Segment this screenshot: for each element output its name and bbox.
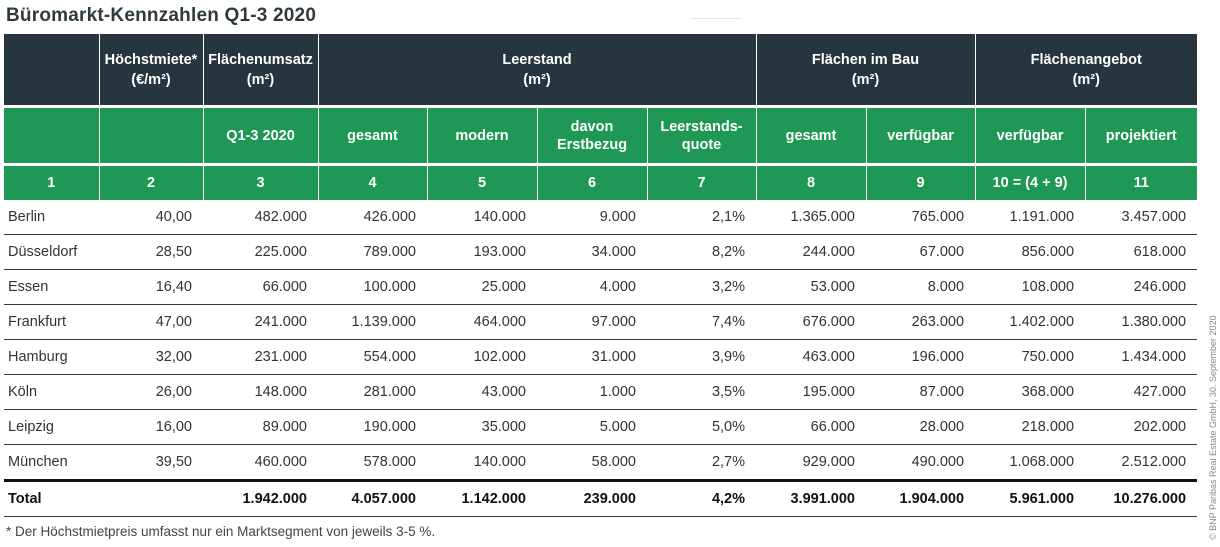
value-cell: 1.365.000 [756, 200, 866, 235]
value-cell: 58.000 [537, 445, 647, 481]
table-row [4, 270, 1197, 305]
value-cell: 202.000 [1085, 410, 1197, 445]
city-cell: Leipzig [4, 410, 99, 445]
value-cell: 578.000 [318, 445, 427, 481]
value-cell: 32,00 [99, 340, 203, 375]
office-market-table [4, 34, 1197, 517]
header-flaechen-im-bau [756, 34, 975, 107]
value-cell: 482.000 [203, 200, 318, 235]
value-cell: 140.000 [427, 445, 537, 481]
header-row [4, 34, 1197, 107]
value-cell: 231.000 [203, 340, 318, 375]
column-number-row [4, 165, 1197, 201]
value-cell [99, 481, 203, 517]
subheader-line: davon [570, 118, 614, 135]
value-cell: 426.000 [318, 200, 427, 235]
subheader-cell: projektiert [1085, 107, 1197, 165]
header-label: Höchstmiete* [104, 51, 198, 68]
value-cell: 929.000 [756, 445, 866, 481]
header-unit: (m²) [246, 71, 275, 88]
value-cell: 464.000 [427, 305, 537, 340]
value-cell: 750.000 [975, 340, 1085, 375]
value-cell: 3,5% [647, 375, 756, 410]
value-cell: 244.000 [756, 235, 866, 270]
header-unit: (m²) [851, 71, 880, 88]
city-cell: Berlin [4, 200, 99, 235]
table-row [4, 200, 1197, 235]
city-cell: München [4, 445, 99, 481]
table-row [4, 445, 1197, 481]
total-row [4, 481, 1197, 517]
value-cell: 554.000 [318, 340, 427, 375]
value-cell: 4.000 [537, 270, 647, 305]
column-number: 2 [99, 165, 203, 201]
subheader-cell: Q1-3 2020 [203, 107, 318, 165]
page-title: Büromarkt-Kennzahlen Q1-3 2020 [6, 5, 317, 26]
value-cell: 1.142.000 [427, 481, 537, 517]
divider [690, 18, 742, 19]
subheader-row [4, 107, 1197, 165]
value-cell: 8,2% [647, 235, 756, 270]
header-unit: (€/m²) [131, 71, 171, 88]
value-cell: 190.000 [318, 410, 427, 445]
subheader-cell [99, 107, 203, 165]
value-cell: 67.000 [866, 235, 975, 270]
value-cell: 34.000 [537, 235, 647, 270]
value-cell: 241.000 [203, 305, 318, 340]
column-number: 9 [866, 165, 975, 201]
value-cell: 2,1% [647, 200, 756, 235]
value-cell: 1.139.000 [318, 305, 427, 340]
header-flaechenumsatz [203, 34, 318, 107]
value-cell: 16,00 [99, 410, 203, 445]
value-cell: 28,50 [99, 235, 203, 270]
value-cell: 47,00 [99, 305, 203, 340]
value-cell: 789.000 [318, 235, 427, 270]
value-cell: 1.380.000 [1085, 305, 1197, 340]
value-cell: 2,7% [647, 445, 756, 481]
value-cell: 460.000 [203, 445, 318, 481]
subheader-cell [4, 107, 99, 165]
value-cell: 1.191.000 [975, 200, 1085, 235]
value-cell: 66.000 [203, 270, 318, 305]
footnote: * Der Höchstmietpreis umfasst nur ein Marktsegment von jeweils 3-5 %. [6, 524, 436, 539]
value-cell: 676.000 [756, 305, 866, 340]
value-cell: 43.000 [427, 375, 537, 410]
subheader-cell [537, 107, 647, 165]
value-cell: 7,4% [647, 305, 756, 340]
value-cell: 28.000 [866, 410, 975, 445]
subheader-cell: verfügbar [975, 107, 1085, 165]
value-cell: 97.000 [537, 305, 647, 340]
value-cell: 193.000 [427, 235, 537, 270]
value-cell: 1.402.000 [975, 305, 1085, 340]
subheader-line: Erstbezug [556, 136, 628, 153]
value-cell: 39,50 [99, 445, 203, 481]
value-cell: 765.000 [866, 200, 975, 235]
header-unit: (m²) [523, 71, 551, 88]
table-row [4, 410, 1197, 445]
value-cell: 3.457.000 [1085, 200, 1197, 235]
value-cell: 856.000 [975, 235, 1085, 270]
value-cell: 5.961.000 [975, 481, 1085, 517]
value-cell: 40,00 [99, 200, 203, 235]
value-cell: 5.000 [537, 410, 647, 445]
value-cell: 25.000 [427, 270, 537, 305]
column-number: 7 [647, 165, 756, 201]
header-label: Flächenumsatz [208, 51, 313, 68]
header-hoechstmiete [99, 34, 203, 107]
header-label: Flächenangebot [1030, 51, 1142, 68]
value-cell: 1.068.000 [975, 445, 1085, 481]
subheader-cell: modern [427, 107, 537, 165]
value-cell: 35.000 [427, 410, 537, 445]
table-row [4, 375, 1197, 410]
value-cell: 1.942.000 [203, 481, 318, 517]
value-cell: 281.000 [318, 375, 427, 410]
value-cell: 618.000 [1085, 235, 1197, 270]
header-unit: (m²) [1072, 71, 1100, 88]
value-cell: 31.000 [537, 340, 647, 375]
value-cell: 108.000 [975, 270, 1085, 305]
subheader-cell: verfügbar [866, 107, 975, 165]
column-number: 5 [427, 165, 537, 201]
value-cell: 148.000 [203, 375, 318, 410]
city-cell: Hamburg [4, 340, 99, 375]
subheader-line: quote [681, 136, 722, 153]
table-row [4, 235, 1197, 270]
column-number: 4 [318, 165, 427, 201]
value-cell: 427.000 [1085, 375, 1197, 410]
value-cell: 490.000 [866, 445, 975, 481]
table-row [4, 305, 1197, 340]
copyright-note: © BNP Paribas Real Estate GmbH, 30. September 2020 [1208, 315, 1218, 540]
column-number: 8 [756, 165, 866, 201]
value-cell: 2.512.000 [1085, 445, 1197, 481]
value-cell: 10.276.000 [1085, 481, 1197, 517]
value-cell: 102.000 [427, 340, 537, 375]
value-cell: 4.057.000 [318, 481, 427, 517]
city-cell: Köln [4, 375, 99, 410]
value-cell: 66.000 [756, 410, 866, 445]
value-cell: 87.000 [866, 375, 975, 410]
column-number: 10 = (4 + 9) [975, 165, 1085, 201]
value-cell: 5,0% [647, 410, 756, 445]
header-leerstand [318, 34, 756, 107]
subheader-cell [647, 107, 756, 165]
value-cell: 140.000 [427, 200, 537, 235]
value-cell: 246.000 [1085, 270, 1197, 305]
value-cell: 195.000 [756, 375, 866, 410]
value-cell: 53.000 [756, 270, 866, 305]
column-number: 11 [1085, 165, 1197, 201]
header-flaechenangebot [975, 34, 1197, 107]
city-cell: Frankfurt [4, 305, 99, 340]
column-number: 1 [4, 165, 99, 201]
value-cell: 239.000 [537, 481, 647, 517]
city-cell: Düsseldorf [4, 235, 99, 270]
subheader-cell: gesamt [318, 107, 427, 165]
table-row [4, 340, 1197, 375]
value-cell: 1.000 [537, 375, 647, 410]
header-label: Leerstand [502, 51, 572, 68]
table-body [4, 200, 1197, 517]
city-cell: Essen [4, 270, 99, 305]
value-cell: 8.000 [866, 270, 975, 305]
column-number: 3 [203, 165, 318, 201]
value-cell: 3,2% [647, 270, 756, 305]
value-cell: 225.000 [203, 235, 318, 270]
header-label: Flächen im Bau [811, 51, 920, 68]
subheader-cell: gesamt [756, 107, 866, 165]
value-cell: 89.000 [203, 410, 318, 445]
value-cell: 3,9% [647, 340, 756, 375]
value-cell: 368.000 [975, 375, 1085, 410]
value-cell: 3.991.000 [756, 481, 866, 517]
value-cell: 218.000 [975, 410, 1085, 445]
column-number: 6 [537, 165, 647, 201]
value-cell: 196.000 [866, 340, 975, 375]
value-cell: 1.904.000 [866, 481, 975, 517]
value-cell: 4,2% [647, 481, 756, 517]
value-cell: 16,40 [99, 270, 203, 305]
value-cell: 26,00 [99, 375, 203, 410]
subheader-line: Leerstands- [660, 118, 743, 135]
value-cell: 263.000 [866, 305, 975, 340]
value-cell: 9.000 [537, 200, 647, 235]
value-cell: 100.000 [318, 270, 427, 305]
value-cell: 463.000 [756, 340, 866, 375]
value-cell: 1.434.000 [1085, 340, 1197, 375]
header-city [4, 34, 99, 107]
city-cell: Total [4, 481, 99, 517]
